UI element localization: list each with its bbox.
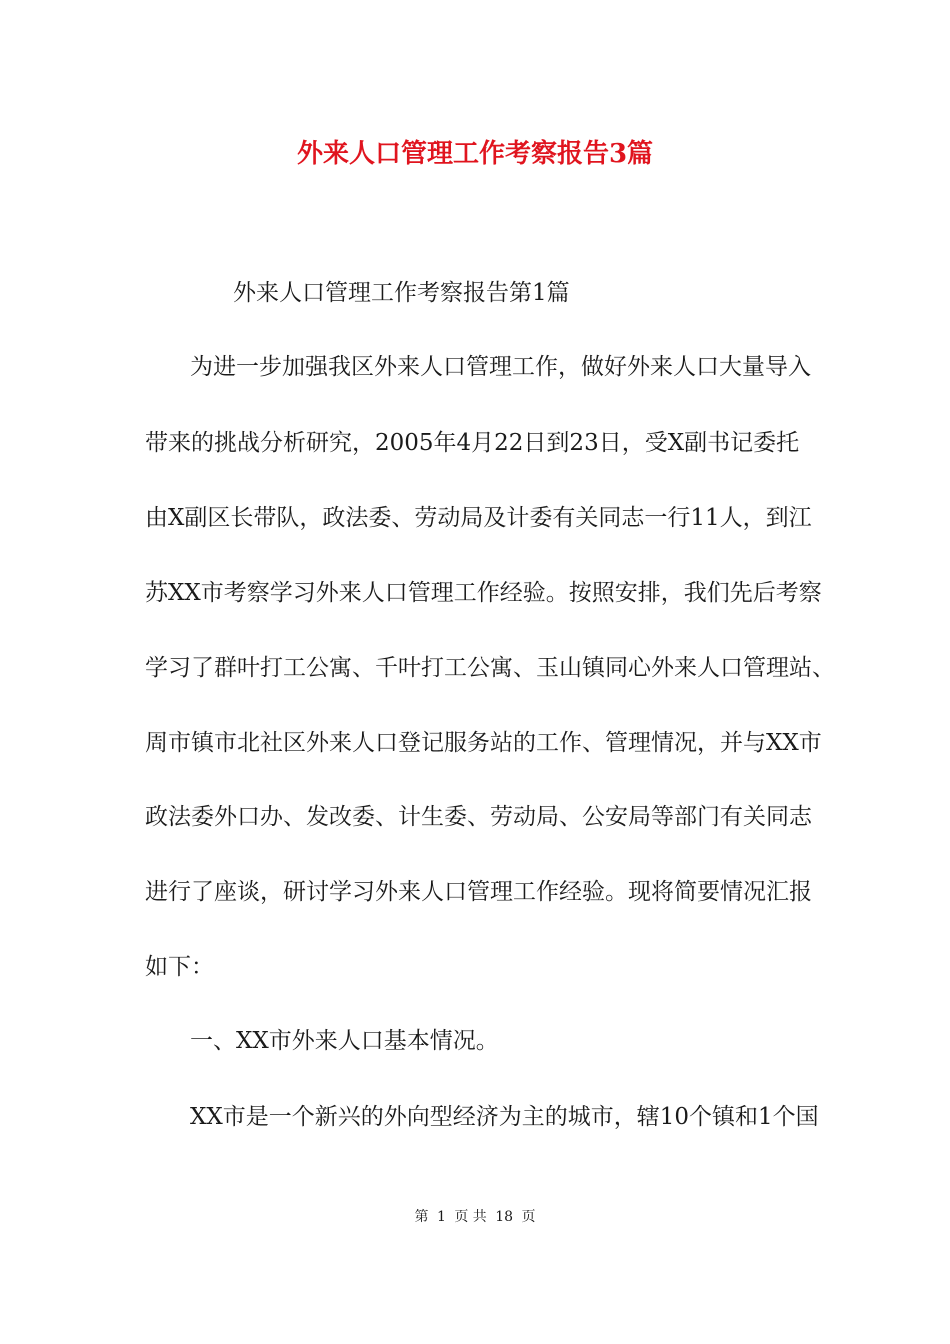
page-footer bbox=[0, 1207, 950, 1227]
paragraph-line: 政法委外口办、发改委、计生委、劳动局、公安局等部门有关同志 bbox=[145, 804, 812, 830]
paragraph-line: 学习了群叶打工公寓、千叶打工公寓、玉山镇同心外来人口管理站、 bbox=[145, 655, 835, 681]
report-subtitle: 外来人口管理工作考察报告第1篇 bbox=[233, 280, 570, 306]
total-pages-number: 18 bbox=[495, 1209, 514, 1225]
paragraph-line: XX市是一个新兴的外向型经济为主的城市，辖10个镇和1个国 bbox=[190, 1104, 819, 1130]
footer-prefix: 第 bbox=[414, 1209, 429, 1225]
paragraph-line: 如下： bbox=[145, 954, 214, 980]
current-page-number: 1 bbox=[436, 1209, 446, 1225]
section-heading: 一、XX市外来人口基本情况。 bbox=[190, 1028, 499, 1054]
footer-mid: 页 共 bbox=[454, 1209, 487, 1225]
document-title: 外来人口管理工作考察报告3篇 bbox=[296, 139, 654, 169]
paragraph-line: 带来的挑战分析研究，2005年4月22日到23日，受X副书记委托 bbox=[145, 430, 800, 456]
paragraph-line: 为进一步加强我区外来人口管理工作，做好外来人口大量导入 bbox=[190, 354, 811, 380]
footer-suffix: 页 bbox=[521, 1209, 536, 1225]
paragraph-line: 进行了座谈，研讨学习外来人口管理工作经验。现将简要情况汇报 bbox=[145, 879, 812, 905]
paragraph-line: 周市镇市北社区外来人口登记服务站的工作、管理情况，并与XX市 bbox=[145, 730, 822, 756]
paragraph-line: 由X副区长带队，政法委、劳动局及计委有关同志一行11人，到江 bbox=[145, 505, 812, 531]
paragraph-line: 苏XX市考察学习外来人口管理工作经验。按照安排，我们先后考察 bbox=[145, 580, 822, 606]
